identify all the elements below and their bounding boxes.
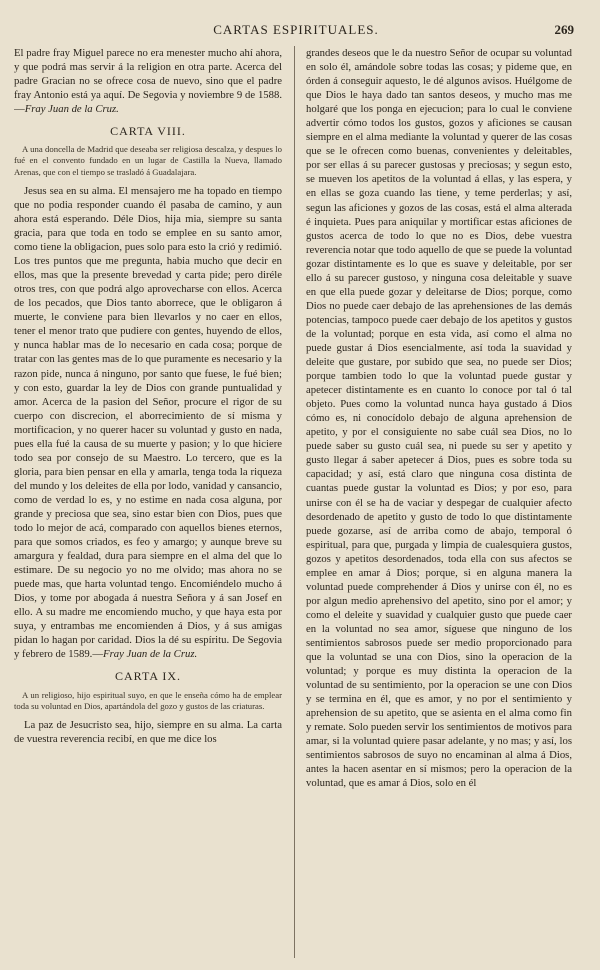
carta-viii-body [14,184,282,662]
carta-viii-signature: Fray Juan de la Cruz. [103,648,198,661]
carta-ix-summary: A un religioso, hijo espiritual suyo, en que le enseña cómo ha de emplear toda su voluntad en Dios, apartándola del gozo y gustos de las criaturas. [14,689,282,711]
carta-viii-text: Jesus sea en su alma. El mensajero me ha topado en tiempo que no podia responder cuando él pasaba de camino, y aun ahora está esperando. Déle Dios, hija mia, siempre su santa gracia, para que toda en todo se emplee en su santo amor, como tiene la obligacion, pues solo para esto la crió y redimió. Los tres puntos que me pregunta, habia mucho que decir en ellos, mas que la presente brevedad y carta pide; pero diréle otros tres, con que podrá algo aprovecharse con ellos. Acerca de los pecados, que Dios tanto aborrece, que le obligaron á muerte, le conviene para bien llevarlos y no caer en ellos, tener el menor trato que pudiere con gentes, huyendo de ellos, y nunca hablar mas de lo necesario en cada cosa; porque de tratar con las gentes mas de lo que puramente es necesario y la razon pide, nunca á ninguno, por santo que fuese, le fué bien; y con esto, guardar la ley de Dios con grande puntualidad y amor. Acerca de la pasion del Señor, procure el rigor de su cuerpo con discrecion, el aborrecimiento de sí misma y mortificacion, y no querer hacer su voluntad y gusto en nada, pues ella fué la causa de su muerte y pasion; y lo que hiciere todo sea por consejo de su Maestro. Lo tercero, que es la gloria, para bien pensar en ella y amarla, tenga toda la riqueza del mundo y los deleites de ella por lodo, vanidad y cansancio, como de verdad lo es, y no estime en nada cosa alguna, por grande y preciosa que sea, sino estar bien con Dios, pues que todo lo mejor de acá, comparado con aquellos bienes eternos, para que somos criados, es feo y amargo; y aunque breve su amargura y fealdad, dura para siempre en el alma del que lo estimare. De su negocio yo no me olvido; mas ahora no se puede mas, que harta voluntad tengo. Encomiéndelo mucho á Dios, y tome por abogada á nuestra Señora y á san Josef en ello. A su madre me encomiendo mucho, y que haya esta por suya, y entrambas me encomienden á Dios, y á sus amigas pidan lo hagan por caridad. Dios la dé su espíritu. De Segovia y febrero de 1589.— [14,184,282,661]
running-title: CARTAS ESPIRITUALES. [213,22,379,37]
carta-viii-heading: CARTA VIII. [110,124,186,139]
carta-ix-heading: CARTA IX. [115,669,181,684]
previous-letter-closing [14,46,282,116]
carta-ix-body: La paz de Jesucristo sea, hijo, siempre en su alma. La carta de vuestra reverencia recibí, en que me dice los [14,718,282,745]
page-number: 269 [554,22,574,37]
carta-ix-continuation: grandes deseos que le da nuestro Señor de ocupar su voluntad en solo él, amándole sobre todas las cosas; y pideme que, en órden á conseguir aquesto, le dé algunos avisos. Huélgome de que Dios le haya dado tan santos deseos, y mucho mas me holgaré que los ponga en ejecucion; para lo cual le conviene advertir cómo todos los gustos, gozos y aficiones se causan siempre en el alma mediante la voluntad y querer de las cosas que se le ofrecen como buenas, convenientes y deleitables, por ser ellas á su parecer gustosas y preciosas; y segun esto, se mueven los apetitos de la voluntad á ellas, y las espera, y en ellas se goza cuando las tiene, y teme perderlas; y así, segun las aficiones y gozos de las cosas, está el alma alterada é inquieta. Pues para aniquilar y mortificar estas aficiones de gustos acerca de todo lo que no es Dios, debe vuestra reverencia notar que todo aquello de que se puede la voluntad gozar distintamente es lo que es suave y deleitable, por ser ello á su parecer gustoso, y ninguna cosa deleitable y suave en que ella puede gozar y deleitarse de Dios; porque, como Dios no puede caer debajo de las aprehensiones de las demás potencias, tampoco puede caer debajo de los apetitos y gustos de la voluntad; porque en esta vida, así como el alma no puede gustar á Dios esencialmente, así toda la suavidad y deleite que gustare, por subido que sea, no puede ser Dios; porque tambien todo lo que la voluntad puede gustar y apetecer distintamente es en cuanto lo conoce por tal ó tal objeto. Pues como la voluntad nunca haya gustado á Dios cómo es, ni conocídolo debajo de alguna aprehension de apetito, y por el consiguiente no sabe cuál sea Dios, no lo puede saber su gusto cuál sea, ni puede su ser y apetito y gusto llegar á saber apetecer á Dios, pues es sobre toda su capacidad; y así, está claro que ninguna cosa distinta de cuantas puede gustar la voluntad es Dios; y por eso, para unirse con él se ha de vaciar y despegar de cualquier afecto desordenado de apetito y gusto de todo lo que distintamente puede gozarse, así de arriba como de abajo, temporal ó espiritual, para que, purgada y limpia de cualesquiera gustos, gozos y apetitos desordenados, toda ella con sus afectos se emplee en amar á Dios; porque, si en alguna manera la voluntad puede comprehender á Dios y unirse con él, no es por algun medio aprehensivo del apetito, sino por el amor; y como el deleite y suavidad y cualquier gusto que puede caer en la voluntad no sea amor, síguese que ninguno de los sentimientos sabrosos puede ser medio proporcionado para que la voluntad se una con Dios, sino la operacion de la voluntad; y porque es muy distinta la operacion de la voluntad de su sentimiento, por la operacion se une con Dios y se termina en él, que es amor, y no por el sentimiento y aprehension de su apetito, que se asienta en el alma como fin y remate. Solo pueden servir los sentimientos de motivos para amar, si la voluntad quiere pasar adelante, y no mas; y así, los sentimientos sabrosos de suyo no encaminan al alma á Dios, antes la hacen asentar en sí mismos; pero la operacion de la voluntad, que es amar á Dios, solo en él [306,47,572,790]
column-divider [294,46,295,958]
right-column [306,46,572,961]
left-column [14,46,282,961]
closing-text: El padre fray Miguel parece no era menester mucho ahí ahora, y que podrá mas servir á la religion en otra parte. Acerca del padre Gracian no se ofrece cosa de nuevo, sino que el padre fray Antonio está ya aquí. De Segovia y noviembre 9 de 1588.— [14,47,282,116]
closing-signature: Fray Juan de la Cruz. [24,103,119,116]
carta-viii-summary: A una doncella de Madrid que deseaba ser religiosa descalza, y despues lo fué en el convento fundado en un lugar de Castilla la Nueva, llamado Arenas, que con el tiempo se trasladó á Guadalajara. [14,144,282,177]
page-header [16,22,576,44]
